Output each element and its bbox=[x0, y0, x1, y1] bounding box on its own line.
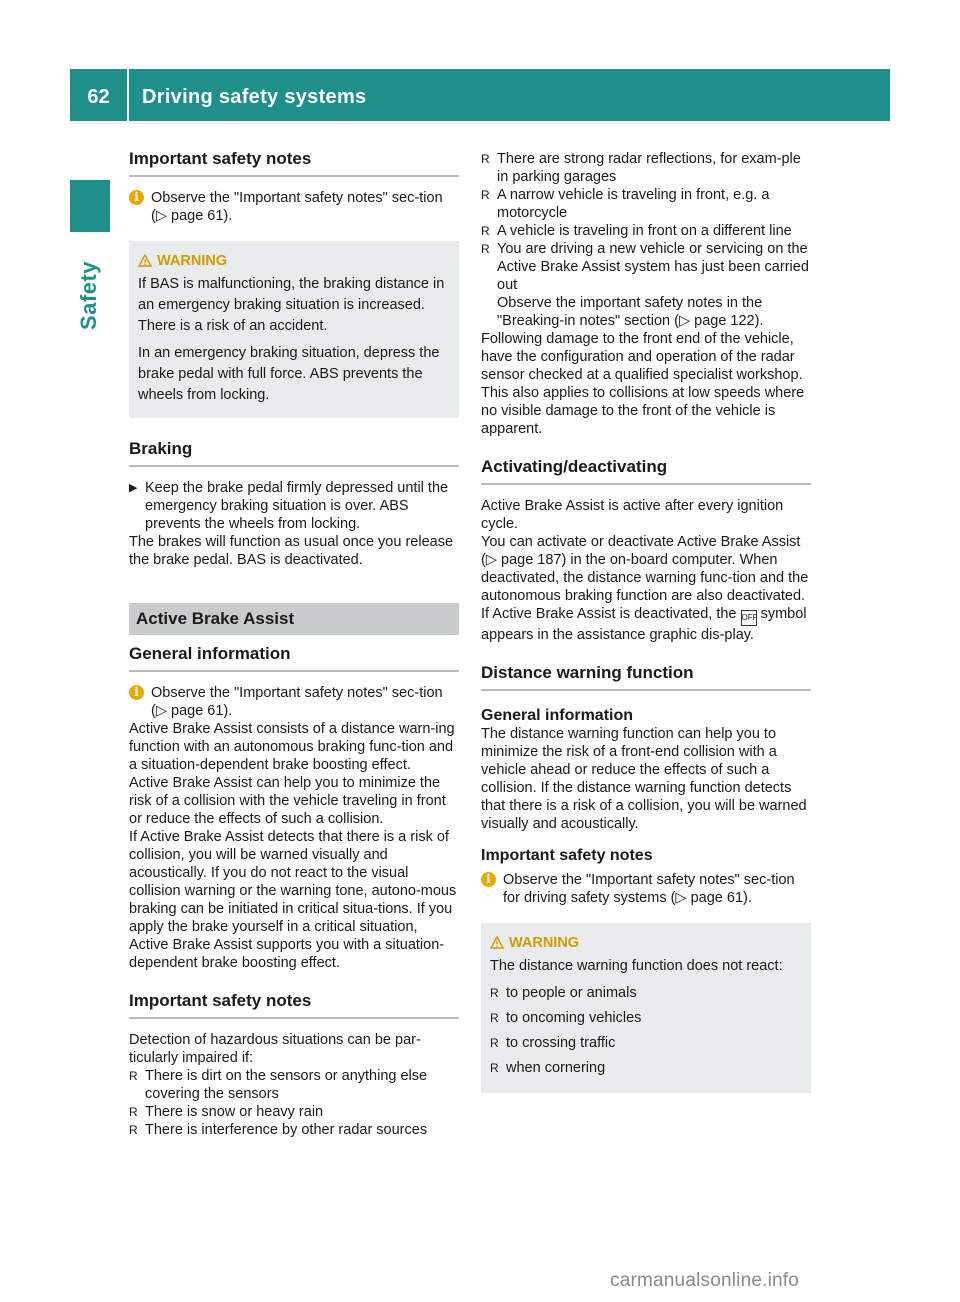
list-item: R to crossing traffic bbox=[490, 1035, 616, 1051]
warning-box bbox=[129, 241, 459, 418]
section-heading: Braking bbox=[129, 440, 459, 467]
warning-heading bbox=[490, 933, 802, 954]
warning-text: If BAS is malfunctioning, the braking distance in an emergency braking situation is increased. There is a risk of an accident. bbox=[138, 276, 445, 334]
list-item: R A narrow vehicle is traveling in front, e.g. a motorcycle bbox=[481, 187, 770, 221]
paragraph: The brakes will function as usual once you release the brake pedal. BAS is deactivated. bbox=[129, 534, 454, 568]
warning-label: WARNING bbox=[157, 253, 228, 269]
right-column bbox=[481, 150, 811, 1093]
list-item: R There is interference by other radar sources bbox=[129, 1122, 428, 1138]
info-icon: i bbox=[129, 685, 144, 700]
info-note-text: Observe the "Important safety notes" sec-tion (▷ page 61). bbox=[151, 190, 443, 224]
warning-text: The distance warning function does not react: bbox=[490, 958, 783, 974]
paragraph: Following damage to the front end of the vehicle, have the configuration and operation of the radar sensor checked at a qualified specialist workshop. This also applies to collisions at low speeds where no visible damage to the front of the vehicle is apparent. bbox=[481, 331, 805, 437]
chapter-title: Driving safety systems bbox=[142, 86, 367, 108]
warning-triangle-icon bbox=[490, 936, 504, 949]
instruction-step bbox=[129, 479, 459, 533]
paragraph: Active Brake Assist consists of a distance warn-ing function with an autonomous braking func-tion and a situation-dependent brake boosting effect. bbox=[129, 721, 455, 773]
side-tab-label: Safety bbox=[76, 260, 101, 330]
left-column bbox=[129, 150, 459, 1139]
list-item: R to people or animals bbox=[490, 985, 637, 1001]
info-icon: i bbox=[129, 190, 144, 205]
info-note bbox=[129, 189, 459, 225]
section-heading: Activating/deactivating bbox=[481, 458, 811, 485]
step-text: Keep the brake pedal firmly depressed until the emergency braking situation is over. ABS prevents the wheels from locking. bbox=[145, 480, 449, 532]
info-icon: i bbox=[481, 872, 496, 887]
section-heading: Important safety notes bbox=[129, 150, 459, 177]
header-divider bbox=[127, 69, 129, 121]
bullet-followup: Observe the important safety notes in the "Breaking-in notes" section (▷ page 122). bbox=[497, 295, 764, 329]
list-item: R There are strong radar reflections, for exam-ple in parking garages bbox=[481, 151, 801, 185]
paragraph: Active Brake Assist can help you to minimize the risk of a collision with the vehicle traveling in front or reduce the effects of such a collision. bbox=[129, 775, 446, 827]
section-heading: Distance warning function bbox=[481, 664, 811, 691]
brake-assist-off-icon: OFF bbox=[741, 610, 757, 626]
side-tab-marker bbox=[70, 180, 110, 232]
paragraph: The distance warning function can help you to minimize the risk of a front-end collision with a vehicle ahead or reduce the effects of such a collision. If the distance warning function detects that there is a risk of a collision, you will be warned visually and acoustically. bbox=[481, 726, 807, 832]
list-item: R There is dirt on the sensors or anything else covering the sensors bbox=[129, 1068, 428, 1102]
watermark: carmanualsonline.info bbox=[610, 1270, 800, 1291]
paragraph: Detection of hazardous situations can be par-ticularly impaired if: bbox=[129, 1032, 421, 1066]
bullet-list bbox=[481, 150, 811, 330]
page-header bbox=[70, 69, 890, 121]
bullet-list bbox=[129, 1067, 459, 1139]
paragraph: You can activate or deactivate Active Brake Assist (▷ page 187) in the on-board computer. When deactivated, the distance warning func-tion and the autonomous braking function are also deactivated. bbox=[481, 534, 809, 604]
section-heading: Important safety notes bbox=[129, 992, 459, 1019]
info-note bbox=[481, 871, 811, 907]
warning-triangle-icon bbox=[138, 254, 152, 267]
section-heading: General information bbox=[129, 645, 459, 672]
subsection-heading: General information bbox=[481, 707, 634, 724]
info-note-text: Observe the "Important safety notes" sec-tion for driving safety systems (▷ page 61). bbox=[503, 872, 795, 906]
step-arrow-icon: ▶ bbox=[129, 482, 138, 494]
warning-text: In an emergency braking situation, depress the brake pedal with full force. ABS prevents the wheels from locking. bbox=[138, 345, 440, 403]
list-item: R to oncoming vehicles bbox=[490, 1010, 642, 1026]
subsection-heading: Important safety notes bbox=[481, 847, 653, 864]
paragraph: Active Brake Assist is active after every ignition cycle. bbox=[481, 498, 784, 532]
paragraph: If Active Brake Assist detects that there is a risk of collision, you will be warned visually and acoustically. If you do not react to the visual collision warning or the warning tone, autono-mous braking can be initiated in critical situa-tions. If you apply the brake yourself in a critical situation, Active Brake Assist supports you with a situation-dependent brake boosting effect. bbox=[129, 829, 457, 971]
list-item: R You are driving a new vehicle or servicing on the Active Brake Assist system has just been carried out bbox=[481, 241, 809, 293]
info-note-text: Observe the "Important safety notes" sec-tion (▷ page 61). bbox=[151, 685, 443, 719]
bullet-list bbox=[490, 981, 802, 1081]
list-item: R There is snow or heavy rain bbox=[129, 1104, 324, 1120]
warning-box bbox=[481, 923, 811, 1093]
warning-label: WARNING bbox=[509, 935, 580, 951]
page-number: 62 bbox=[87, 86, 110, 108]
paragraph: If Active Brake Assist is deactivated, the OFF symbol appears in the assistance graphic dis-play. bbox=[481, 606, 807, 643]
list-item: R A vehicle is traveling in front on a different line bbox=[481, 223, 792, 239]
warning-heading bbox=[138, 251, 450, 272]
list-item: R when cornering bbox=[490, 1060, 606, 1076]
info-note bbox=[129, 684, 459, 720]
chapter-band: Active Brake Assist bbox=[129, 603, 459, 635]
